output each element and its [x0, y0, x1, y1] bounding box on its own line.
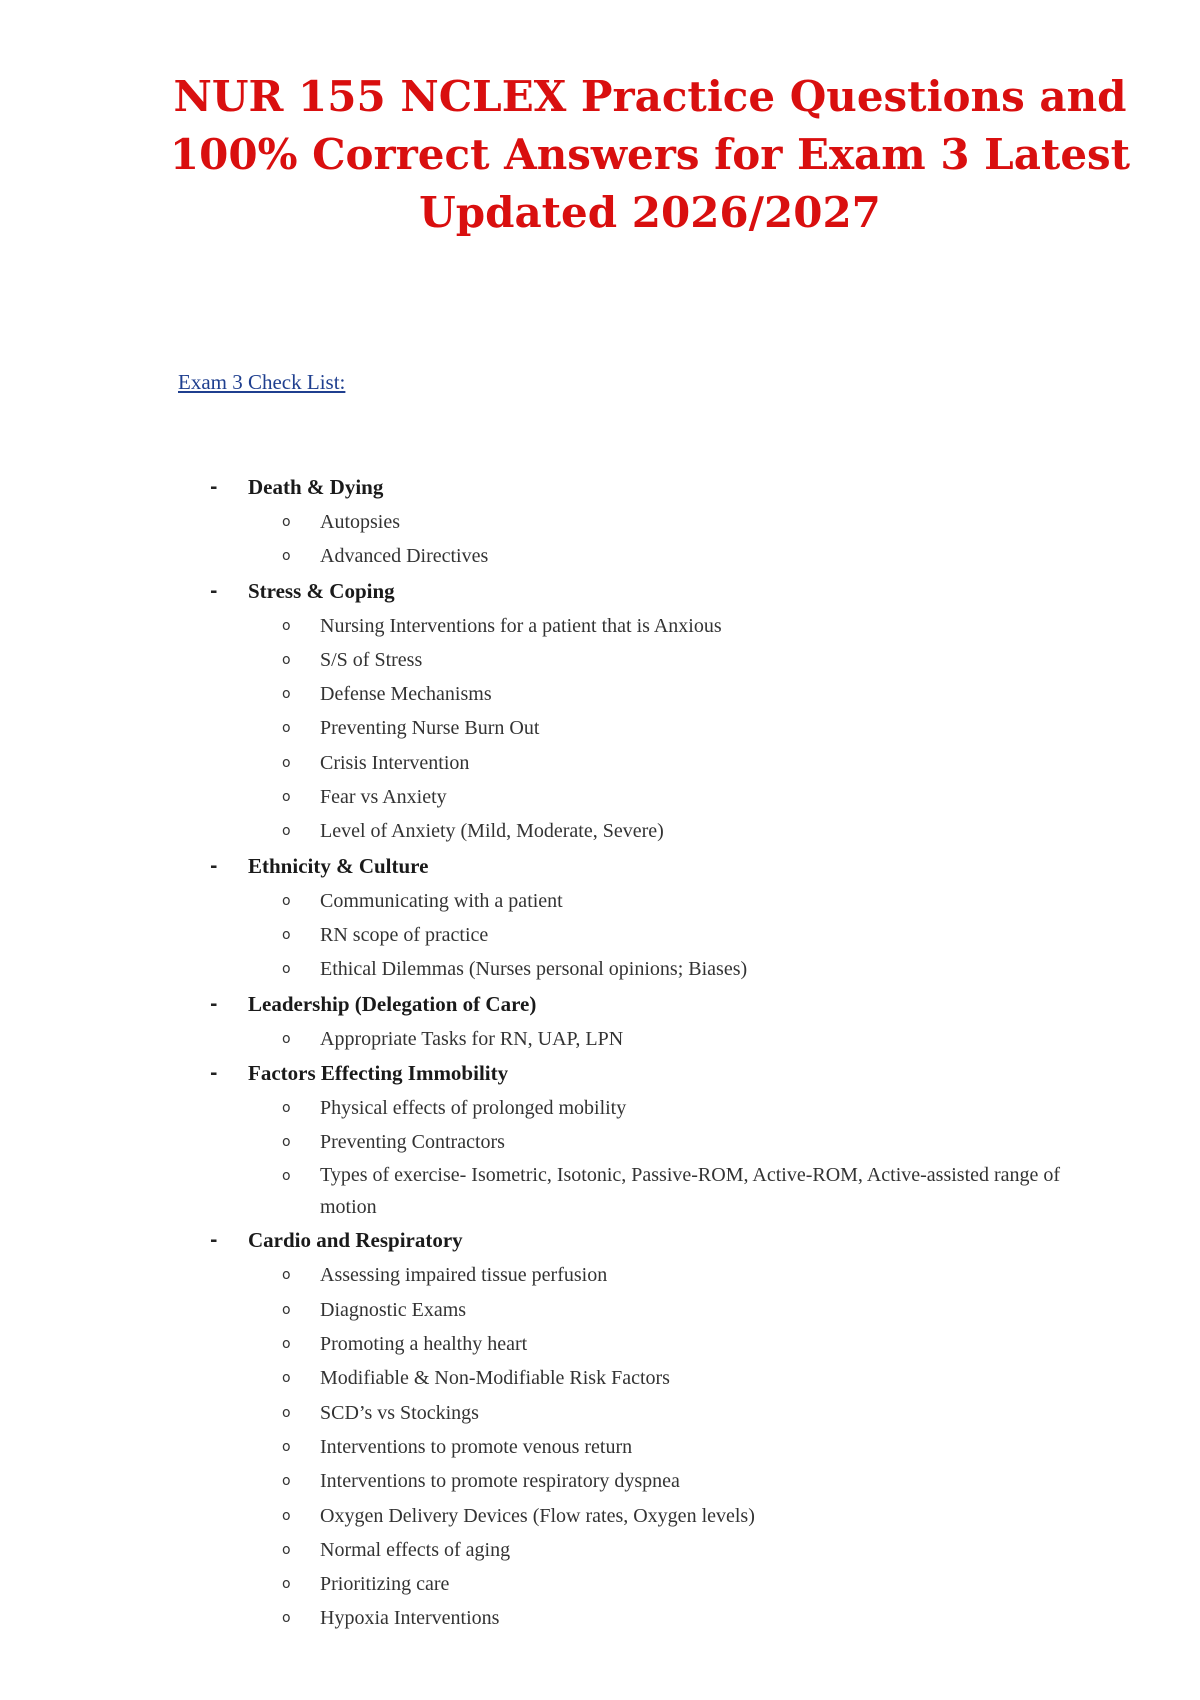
list-item-label: Normal effects of aging: [320, 1538, 511, 1561]
topic-section: [210, 574, 1110, 849]
subitem-list: [210, 1258, 1110, 1635]
subitem-list: [210, 609, 1110, 849]
list-item-label: Fear vs Anxiety: [320, 786, 447, 809]
list-item-label: Communicating with a patient: [320, 889, 563, 912]
list-item-label: Level of Anxiety (Mild, Moderate, Severe): [320, 820, 664, 843]
circle-bullet-icon: o: [282, 514, 291, 530]
topic-section: [210, 1223, 1110, 1635]
circle-bullet-icon: o: [282, 1541, 291, 1558]
topic-heading: Leadership (Delegation of Care): [248, 991, 537, 1016]
list-item-label: Oxygen Delivery Devices (Flow rates, Oxygen levels): [320, 1504, 755, 1527]
list-item: [210, 1430, 1110, 1464]
dash-bullet: -: [210, 580, 218, 602]
title-line-1: NUR 155 NCLEX Practice Questions and: [173, 72, 1127, 121]
list-item-label: Types of exercise- Isometric, Isotonic, Passive-ROM, Active-ROM, Active-assisted range of motion: [320, 1164, 1061, 1219]
list-item-label: Interventions to promote respiratory dyspnea: [320, 1470, 680, 1493]
list-item-label: Preventing Nurse Burn Out: [320, 717, 540, 740]
list-item-label: S/S of Stress: [320, 648, 423, 671]
list-item-label: SCD’s vs Stockings: [320, 1401, 479, 1424]
title-line-3: Updated 2026/2027: [419, 188, 881, 237]
circle-bullet-icon: o: [282, 1134, 291, 1151]
circle-bullet-icon: o: [282, 1267, 291, 1284]
dash-bullet: -: [210, 477, 218, 498]
topic-heading: Stress & Coping: [248, 578, 395, 603]
list-item: [210, 1293, 1110, 1327]
topic-heading: Ethnicity & Culture: [248, 853, 429, 878]
topic-section: [210, 849, 1110, 987]
list-item-label: Modifiable & Non-Modifiable Risk Factors: [320, 1367, 670, 1390]
topic-section: [210, 1056, 1110, 1224]
topic-heading: Factors Effecting Immobility: [248, 1060, 509, 1085]
circle-bullet-icon: o: [282, 892, 291, 909]
circle-bullet-icon: o: [282, 926, 291, 943]
circle-bullet-icon: o: [282, 617, 291, 634]
dash-bullet: -: [210, 1230, 218, 1252]
list-item: [210, 952, 1110, 986]
circle-bullet-icon: o: [282, 1030, 291, 1047]
circle-bullet-icon: o: [282, 1438, 291, 1455]
list-item-label: Appropriate Tasks for RN, UAP, LPN: [320, 1027, 624, 1050]
list-item-label: Diagnostic Exams: [320, 1298, 467, 1321]
list-item: [210, 711, 1110, 745]
topic-heading-row: [210, 987, 1110, 1022]
circle-bullet-icon: o: [282, 754, 291, 771]
list-item-label: Preventing Contractors: [320, 1131, 505, 1154]
list-item-label: Advanced Directives: [320, 545, 489, 568]
list-item: [210, 1159, 1110, 1223]
checklist-heading: Exam 3 Check List:: [178, 370, 346, 394]
circle-bullet-icon: o: [282, 1301, 291, 1318]
topic-section: [210, 987, 1110, 1056]
circle-bullet-icon: o: [282, 789, 291, 806]
list-item-label: Ethical Dilemmas (Nurses personal opinions; Biases): [320, 958, 748, 981]
list-item-label: Defense Mechanisms: [320, 683, 492, 706]
topic-heading-row: [210, 574, 1110, 609]
circle-bullet-icon: o: [282, 651, 291, 668]
dash-bullet: -: [210, 1062, 218, 1084]
circle-bullet-icon: o: [282, 1576, 291, 1593]
circle-bullet-icon: o: [282, 1473, 291, 1490]
list-item: [210, 643, 1110, 677]
dash-bullet: -: [210, 855, 218, 877]
list-item-label: Promoting a healthy heart: [320, 1333, 528, 1356]
list-item: [210, 1091, 1110, 1125]
circle-bullet-icon: o: [282, 1370, 291, 1387]
list-item: [210, 1567, 1110, 1601]
list-item: [210, 1258, 1110, 1292]
list-item-label: RN scope of practice: [320, 923, 489, 946]
topic-heading-row: [210, 849, 1110, 884]
list-item: [210, 814, 1110, 848]
circle-bullet-icon: o: [282, 686, 291, 703]
list-item: [210, 1533, 1110, 1567]
subitem-list: [210, 505, 1110, 574]
list-item: [210, 1361, 1110, 1395]
topic-heading: Death & Dying: [248, 475, 384, 499]
list-item-label: Nursing Interventions for a patient that is Anxious: [320, 614, 722, 637]
topic-list: [210, 470, 1110, 1636]
list-item: [210, 884, 1110, 918]
list-item-label: Autopsies: [320, 511, 400, 533]
list-item: [210, 1601, 1110, 1635]
subitem-list: [210, 1022, 1110, 1056]
list-item: [210, 1396, 1110, 1430]
topic-heading-row: [210, 1056, 1110, 1091]
list-item: [210, 1464, 1110, 1498]
list-item-label: Hypoxia Interventions: [320, 1607, 500, 1630]
title-line-2: 100% Correct Answers for Exam 3 Latest: [169, 130, 1131, 179]
list-item: [210, 780, 1110, 814]
list-item-label: Assessing impaired tissue perfusion: [320, 1264, 608, 1287]
list-item: [210, 918, 1110, 952]
list-item: [210, 746, 1110, 780]
topic-section: [210, 470, 1110, 574]
circle-bullet-icon: o: [282, 720, 291, 737]
circle-bullet-icon: o: [282, 1168, 291, 1185]
circle-bullet-icon: o: [282, 823, 291, 840]
circle-bullet-icon: o: [282, 961, 291, 978]
list-item: [210, 1125, 1110, 1159]
circle-bullet-icon: o: [282, 1099, 291, 1116]
topic-heading-row: [210, 470, 1110, 505]
list-item: [210, 505, 1110, 539]
circle-bullet-icon: o: [282, 1336, 291, 1353]
circle-bullet-icon: o: [282, 1404, 291, 1421]
circle-bullet-icon: o: [282, 548, 291, 565]
list-item: [210, 1499, 1110, 1533]
subitem-list: [210, 1091, 1110, 1224]
list-item: [210, 677, 1110, 711]
circle-bullet-icon: o: [282, 1610, 291, 1627]
list-item-label: Interventions to promote venous return: [320, 1435, 633, 1458]
subitem-list: [210, 884, 1110, 987]
dash-bullet: -: [210, 993, 218, 1015]
list-item: [210, 609, 1110, 643]
list-item-label: Crisis Intervention: [320, 751, 470, 774]
document-title: [150, 68, 1150, 242]
list-item-label: Prioritizing care: [320, 1573, 450, 1596]
circle-bullet-icon: o: [282, 1507, 291, 1524]
list-item: [210, 1327, 1110, 1361]
list-item: [210, 539, 1110, 573]
topic-heading: Cardio and Respiratory: [248, 1228, 463, 1253]
topic-heading-row: [210, 1223, 1110, 1258]
list-item-label: Physical effects of prolonged mobility: [320, 1096, 627, 1119]
list-item: [210, 1022, 1110, 1056]
